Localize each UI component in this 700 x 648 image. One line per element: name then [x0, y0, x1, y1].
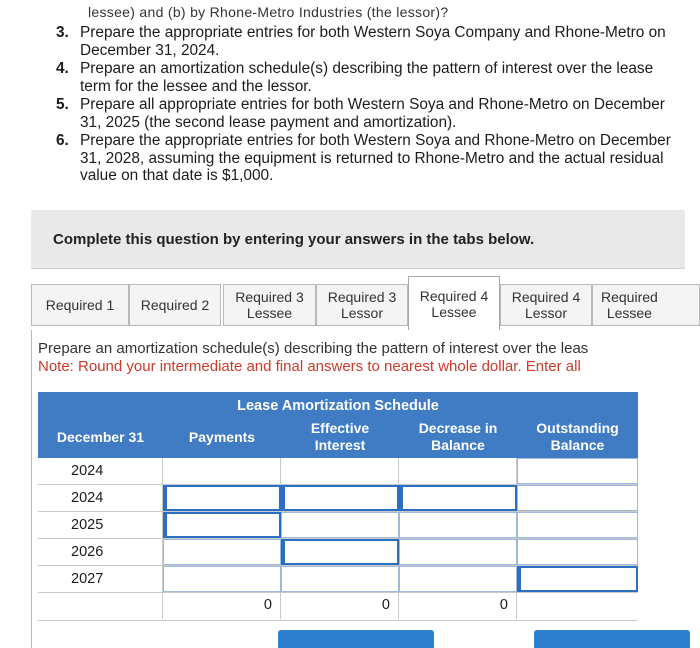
col-effective-interest: Effective Interest [310, 420, 370, 453]
row-year: 2024 [38, 458, 163, 484]
table-row [38, 458, 638, 485]
instruction-note: Note: Round your intermediate and final answers to nearest whole dollar. Enter all [38, 358, 581, 375]
effective-interest-input[interactable] [281, 566, 399, 592]
effective-interest-input[interactable] [281, 485, 399, 511]
outstanding-balance-input[interactable] [517, 512, 638, 538]
banner-text: Complete this question by entering your answers in the tabs below. [53, 231, 535, 248]
tab-required-2[interactable]: Required 2 [129, 284, 221, 326]
total-payments: 0 [163, 593, 281, 619]
tab-required-1[interactable]: Required 1 [31, 284, 129, 326]
question-item-5: 5. Prepare all appropriate entries for both Western Soya and Rhone-Metro on December 31, 2025 (the second lease payment and amortization). [56, 96, 665, 131]
instruction-main: Prepare an amortization schedule(s) describing the pattern of interest over the leas [38, 340, 589, 357]
schedule-header [38, 392, 638, 458]
question-cut-line: lessee) and (b) by Rhone-Metro Industries (the lessor)? [88, 4, 449, 20]
row-year: 2027 [38, 566, 163, 592]
question-item-4: 4. Prepare an amortization schedule(s) describing the pattern of interest over the lease term for the lessee and the lessor. [56, 60, 654, 95]
outstanding-balance-input[interactable] [517, 566, 638, 592]
question-text [0, 0, 700, 205]
payments-input[interactable] [163, 512, 281, 538]
question-item-3: 3. Prepare the appropriate entries for both Western Soya Company and Rhone-Metro on December 31, 2024. [56, 24, 666, 59]
instructions [38, 340, 588, 376]
payments-input[interactable] [163, 566, 281, 592]
outstanding-balance-input[interactable] [517, 539, 638, 565]
total-decrease: 0 [399, 593, 517, 619]
total-interest: 0 [281, 593, 399, 619]
row-year: 2024 [38, 485, 163, 511]
col-payments: Payments [188, 428, 256, 445]
next-button[interactable] [534, 630, 690, 648]
tab-required-4-lessor[interactable]: Required 4 Lessor [500, 284, 592, 326]
decrease-balance-input[interactable] [399, 539, 517, 565]
instruction-banner [31, 210, 685, 269]
decrease-balance-input[interactable] [399, 566, 517, 592]
row-year: 2026 [38, 539, 163, 565]
prev-button[interactable] [278, 630, 434, 648]
col-decrease-in-balance: Decrease in Balance [418, 420, 498, 453]
tab-required-3-lessee[interactable]: Required 3 Lessee [223, 284, 316, 326]
payments-input[interactable] [163, 485, 281, 511]
col-outstanding-balance: Outstanding Balance [536, 420, 619, 453]
row-year: 2025 [38, 512, 163, 538]
effective-interest-input[interactable] [281, 512, 399, 538]
tab-required-5-lessee[interactable]: Required Lessee [592, 284, 700, 326]
tab-bar [31, 276, 700, 330]
decrease-balance-input[interactable] [399, 485, 517, 511]
decrease-balance-input[interactable] [399, 512, 517, 538]
table-row [38, 539, 638, 566]
amortization-schedule [38, 392, 638, 624]
outstanding-balance-input[interactable] [517, 485, 638, 511]
tab-required-4-lessee[interactable]: Required 4 Lessee [408, 276, 500, 330]
outstanding-balance-input[interactable] [517, 458, 638, 484]
effective-interest-input[interactable] [281, 539, 399, 565]
tab-required-3-lessor[interactable]: Required 3 Lessor [316, 284, 408, 326]
totals-row [38, 593, 638, 621]
schedule-title: Lease Amortization Schedule [237, 398, 439, 414]
question-item-6: 6. Prepare the appropriate entries for both Western Soya and Rhone-Metro on December 31, 2028, assuming the equipment is returned to Rhone-Metro and the actual residual value on that date is $1,000. [56, 132, 671, 184]
table-row [38, 566, 638, 593]
table-row [38, 485, 638, 512]
col-december-31: December 31 [56, 428, 145, 445]
question-list [56, 24, 676, 186]
table-row [38, 512, 638, 539]
payments-input[interactable] [163, 539, 281, 565]
